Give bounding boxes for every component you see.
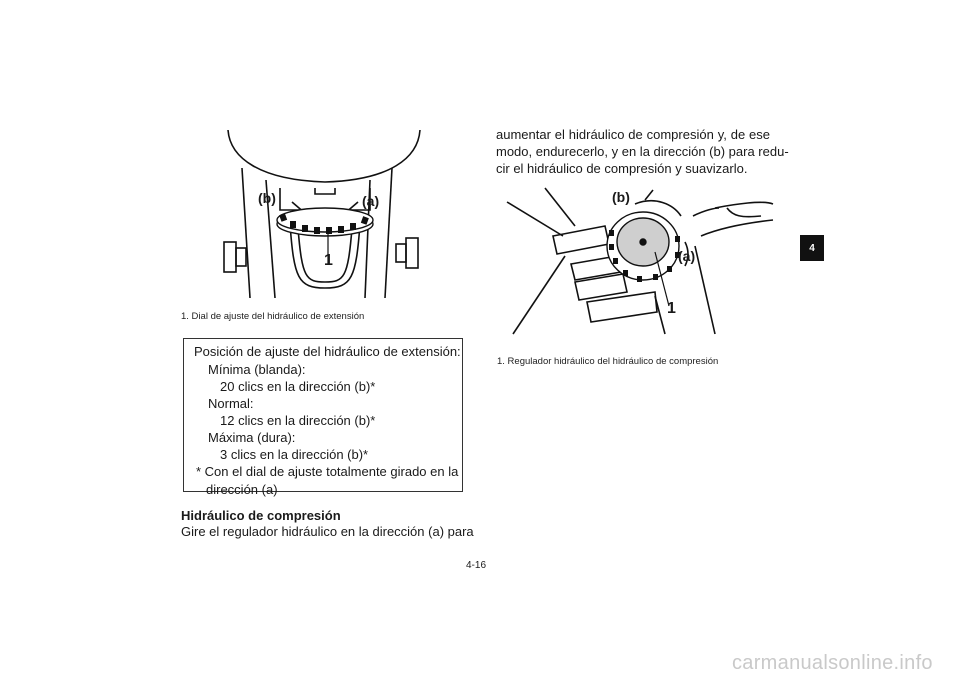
- spec-title: Posición de ajuste del hidráulico de extensión:: [194, 344, 461, 359]
- figure-right-label-a: (a): [678, 248, 696, 264]
- spec-min-value: 20 clics en la dirección (b)*: [220, 379, 376, 394]
- figure-left-label-a: (a): [362, 193, 380, 209]
- spec-note-line1: * Con el dial de ajuste totalmente girado en la: [196, 464, 459, 479]
- figure-right-label-b: (b): [612, 189, 630, 205]
- figure-right-caption: 1. Regulador hidráulico del hidráulico de compresión: [497, 356, 719, 367]
- page-number: 4-16: [466, 560, 487, 571]
- watermark: carmanualsonline.info: [732, 652, 933, 674]
- spec-note-line2: dirección (a): [206, 482, 278, 497]
- section-body-line1: Gire el regulador hidráulico en la dirección (a) para: [181, 524, 474, 539]
- rebound-damping-dial-illustration: [220, 128, 430, 300]
- section-heading: Hidráulico de compresión: [181, 508, 341, 523]
- figure-left-caption: 1. Dial de ajuste del hidráulico de extensión: [181, 311, 365, 322]
- spec-max-label: Máxima (dura):: [208, 430, 296, 445]
- spec-normal-value: 12 clics en la dirección (b)*: [220, 413, 376, 428]
- right-body-line2: modo, endurecerlo, y en la dirección (b) para redu-: [496, 144, 789, 159]
- compression-damping-adjuster-illustration: [505, 186, 775, 336]
- figure-left-label-b: (b): [258, 190, 276, 206]
- spec-normal-label: Normal:: [208, 396, 254, 411]
- spec-min-label: Mínima (blanda):: [208, 362, 306, 377]
- figure-left-label-1: 1: [324, 252, 333, 269]
- right-body-line1: aumentar el hidráulico de compresión y, de ese: [496, 127, 770, 142]
- figure-right-label-1: 1: [667, 300, 676, 317]
- right-body-line3: cir el hidráulico de compresión y suavizarlo.: [496, 161, 748, 176]
- spec-max-value: 3 clics en la dirección (b)*: [220, 447, 369, 462]
- chapter-tab: 4: [800, 235, 824, 261]
